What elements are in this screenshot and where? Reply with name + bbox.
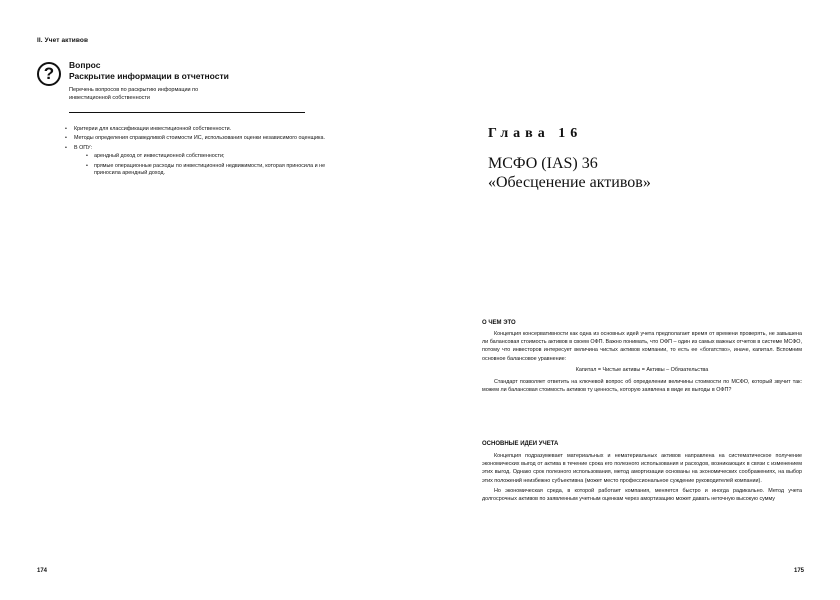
list-item: • прямые операционные расходы по инвестиционной недвижимости, которая приносила и не приносила арендный доход. [86, 163, 334, 179]
list-item-label: В ОПУ: [74, 144, 92, 151]
list-item: • Методы определения справедливой стоимости ИС, использования оценки независимого оценщика. [64, 135, 334, 143]
list-item: • арендный доход от инвестиционной собственности; [86, 153, 334, 161]
paragraph: Концепция консервативности как одна из основных идей учета предполагает время от времени проверять, не завышена ли балансовая стоимость активов в своем ОФП. Важно понимать, что ОФП – один из самых важных отчетов в системе МСФО, потому что инвесторов интересует величина чистых активов компании, то есть ее «богатство», иначе, капитал. Вспомним основное балансовое уравнение: [482, 331, 802, 362]
paragraph: Но экономическая среда, в которой работает компания, меняется быстро и иногда радикально. Метод учета долгосрочных активов по заявленным учетным оценкам через амортизацию может давать неточную высокую сумму [482, 487, 802, 503]
section-heading: О ЧЕМ ЭТО [482, 320, 516, 326]
list-item [64, 145, 334, 179]
question-mark-icon: ? [37, 62, 61, 86]
page-number: 175 [793, 568, 804, 574]
page-number: 174 [37, 568, 48, 574]
bullet-list [64, 126, 334, 180]
formula: Капитал = Чистые активы = Активы – Обязательства [575, 366, 709, 373]
question-label: Вопрос [69, 60, 101, 70]
paragraph: Концепция подразумевает материальных и нематериальных активов направлена на систематическое получение экономических выгод от актива в течение срока его полезного использования и расходов, возникающих в связи с изменением этих выгод. Однако срок полезного использования, метод амортизации основаны на экономических соображениях, на выбор этих положений неизбежно субъективна (может место профессиональное суждение руководителей компании). [482, 453, 802, 484]
section-heading: ОСНОВНЫЕ ИДЕИ УЧЕТА [482, 441, 559, 447]
chapter-title-line: «Обесценение активов» [488, 174, 651, 191]
question-subtitle: Перечень вопросов по раскрытию информации по инвестиционной собственности [69, 87, 199, 101]
section-body [482, 452, 802, 505]
paragraph: Стандарт позволяет ответить на ключевой вопрос об определении величины стоимости по МСФО, который звучит так: можем ли балансовая стоимость активов ту ценность, которую заявлена в виде их выгоды в ОФП? [482, 379, 802, 394]
section-body [482, 330, 802, 396]
chapter-title [488, 154, 788, 192]
sub-bullet-list [74, 153, 334, 178]
question-heading [69, 60, 279, 82]
running-head: II. Учет активов [37, 37, 89, 44]
right-page [420, 0, 840, 600]
chapter-label: Глава 16 [488, 126, 583, 141]
chapter-title-line: МСФО (IAS) 36 [488, 155, 598, 172]
divider [69, 112, 305, 113]
question-title: Раскрытие информации в отчетности [69, 71, 229, 81]
list-item: • Критерии для классификации инвестиционной собственности. [64, 126, 334, 134]
